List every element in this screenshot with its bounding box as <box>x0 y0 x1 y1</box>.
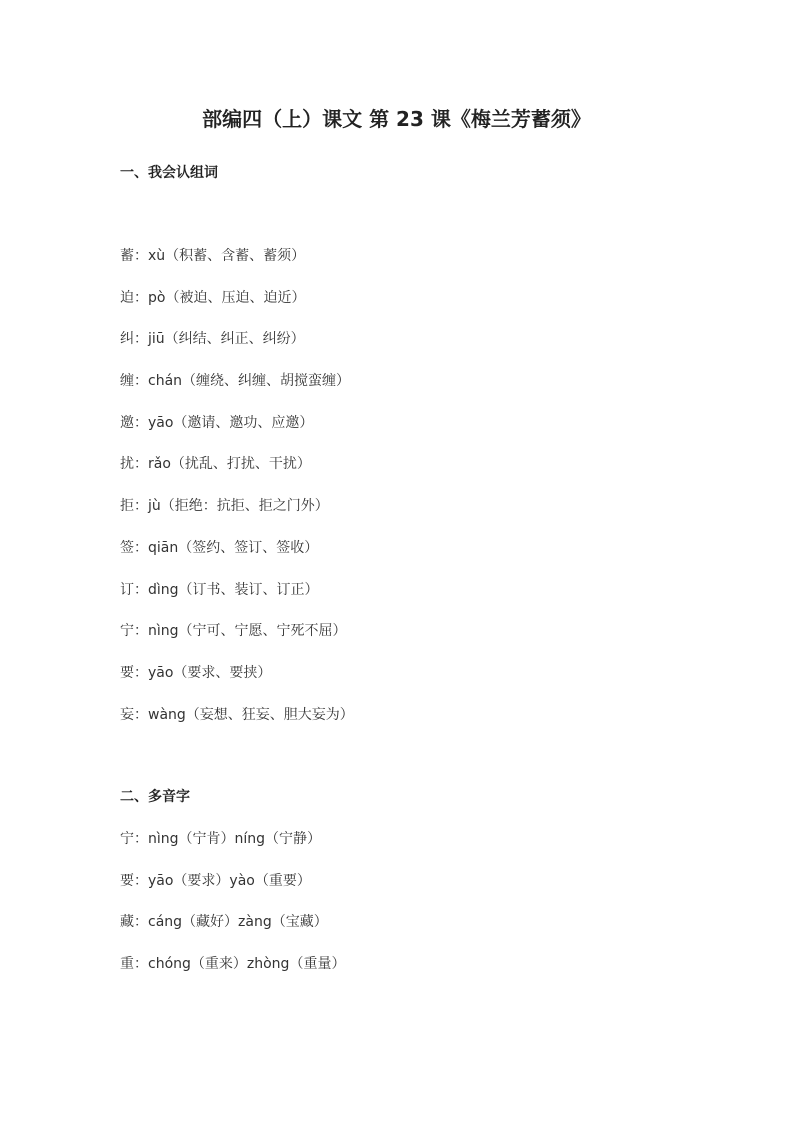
list-item: 宁：nìng（宁可、宁愿、宁死不屈） <box>120 623 347 640</box>
list-item: 邀：yāo（邀请、邀功、应邀） <box>120 414 314 431</box>
page-title: 部编四（上）课文 第 23 课《梅兰芳蓄须》 <box>202 107 591 131</box>
list-item: 扰：rǎo（扰乱、打扰、干扰） <box>120 456 311 473</box>
list-item: 迫：pò（被迫、压迫、迫近） <box>120 289 306 306</box>
section-heading-polyphones: 二、多音字 <box>120 789 190 805</box>
list-item: 要：yāo（要求）yào（重要） <box>120 872 311 889</box>
list-item: 蓄：xù（积蓄、含蓄、蓄须） <box>120 248 306 264</box>
list-item: 宁：nìng（宁肯）níng（宁静） <box>120 831 322 847</box>
list-item: 纠：jiū（纠结、纠正、纠纷） <box>120 331 305 348</box>
word-group-list <box>120 246 354 746</box>
section-heading-word-groups: 一、我会认组词 <box>120 165 218 181</box>
list-item: 要：yāo（要求、要挟） <box>120 664 272 681</box>
list-item: 重：chóng（重来）zhòng（重量） <box>120 956 346 973</box>
list-item: 妄：wàng（妄想、狂妄、胆大妄为） <box>120 706 354 723</box>
list-item: 订：dìng（订书、装订、订正） <box>120 581 319 598</box>
list-item: 缠：chán（缠绕、纠缠、胡搅蛮缠） <box>120 373 351 390</box>
polyphone-list <box>120 829 345 996</box>
list-item: 藏：cáng（藏好）zàng（宝藏） <box>120 914 328 931</box>
list-item: 签：qiān（签约、签订、签收） <box>120 539 319 556</box>
list-item: 拒：jù（拒绝：抗拒、拒之门外） <box>120 498 329 515</box>
